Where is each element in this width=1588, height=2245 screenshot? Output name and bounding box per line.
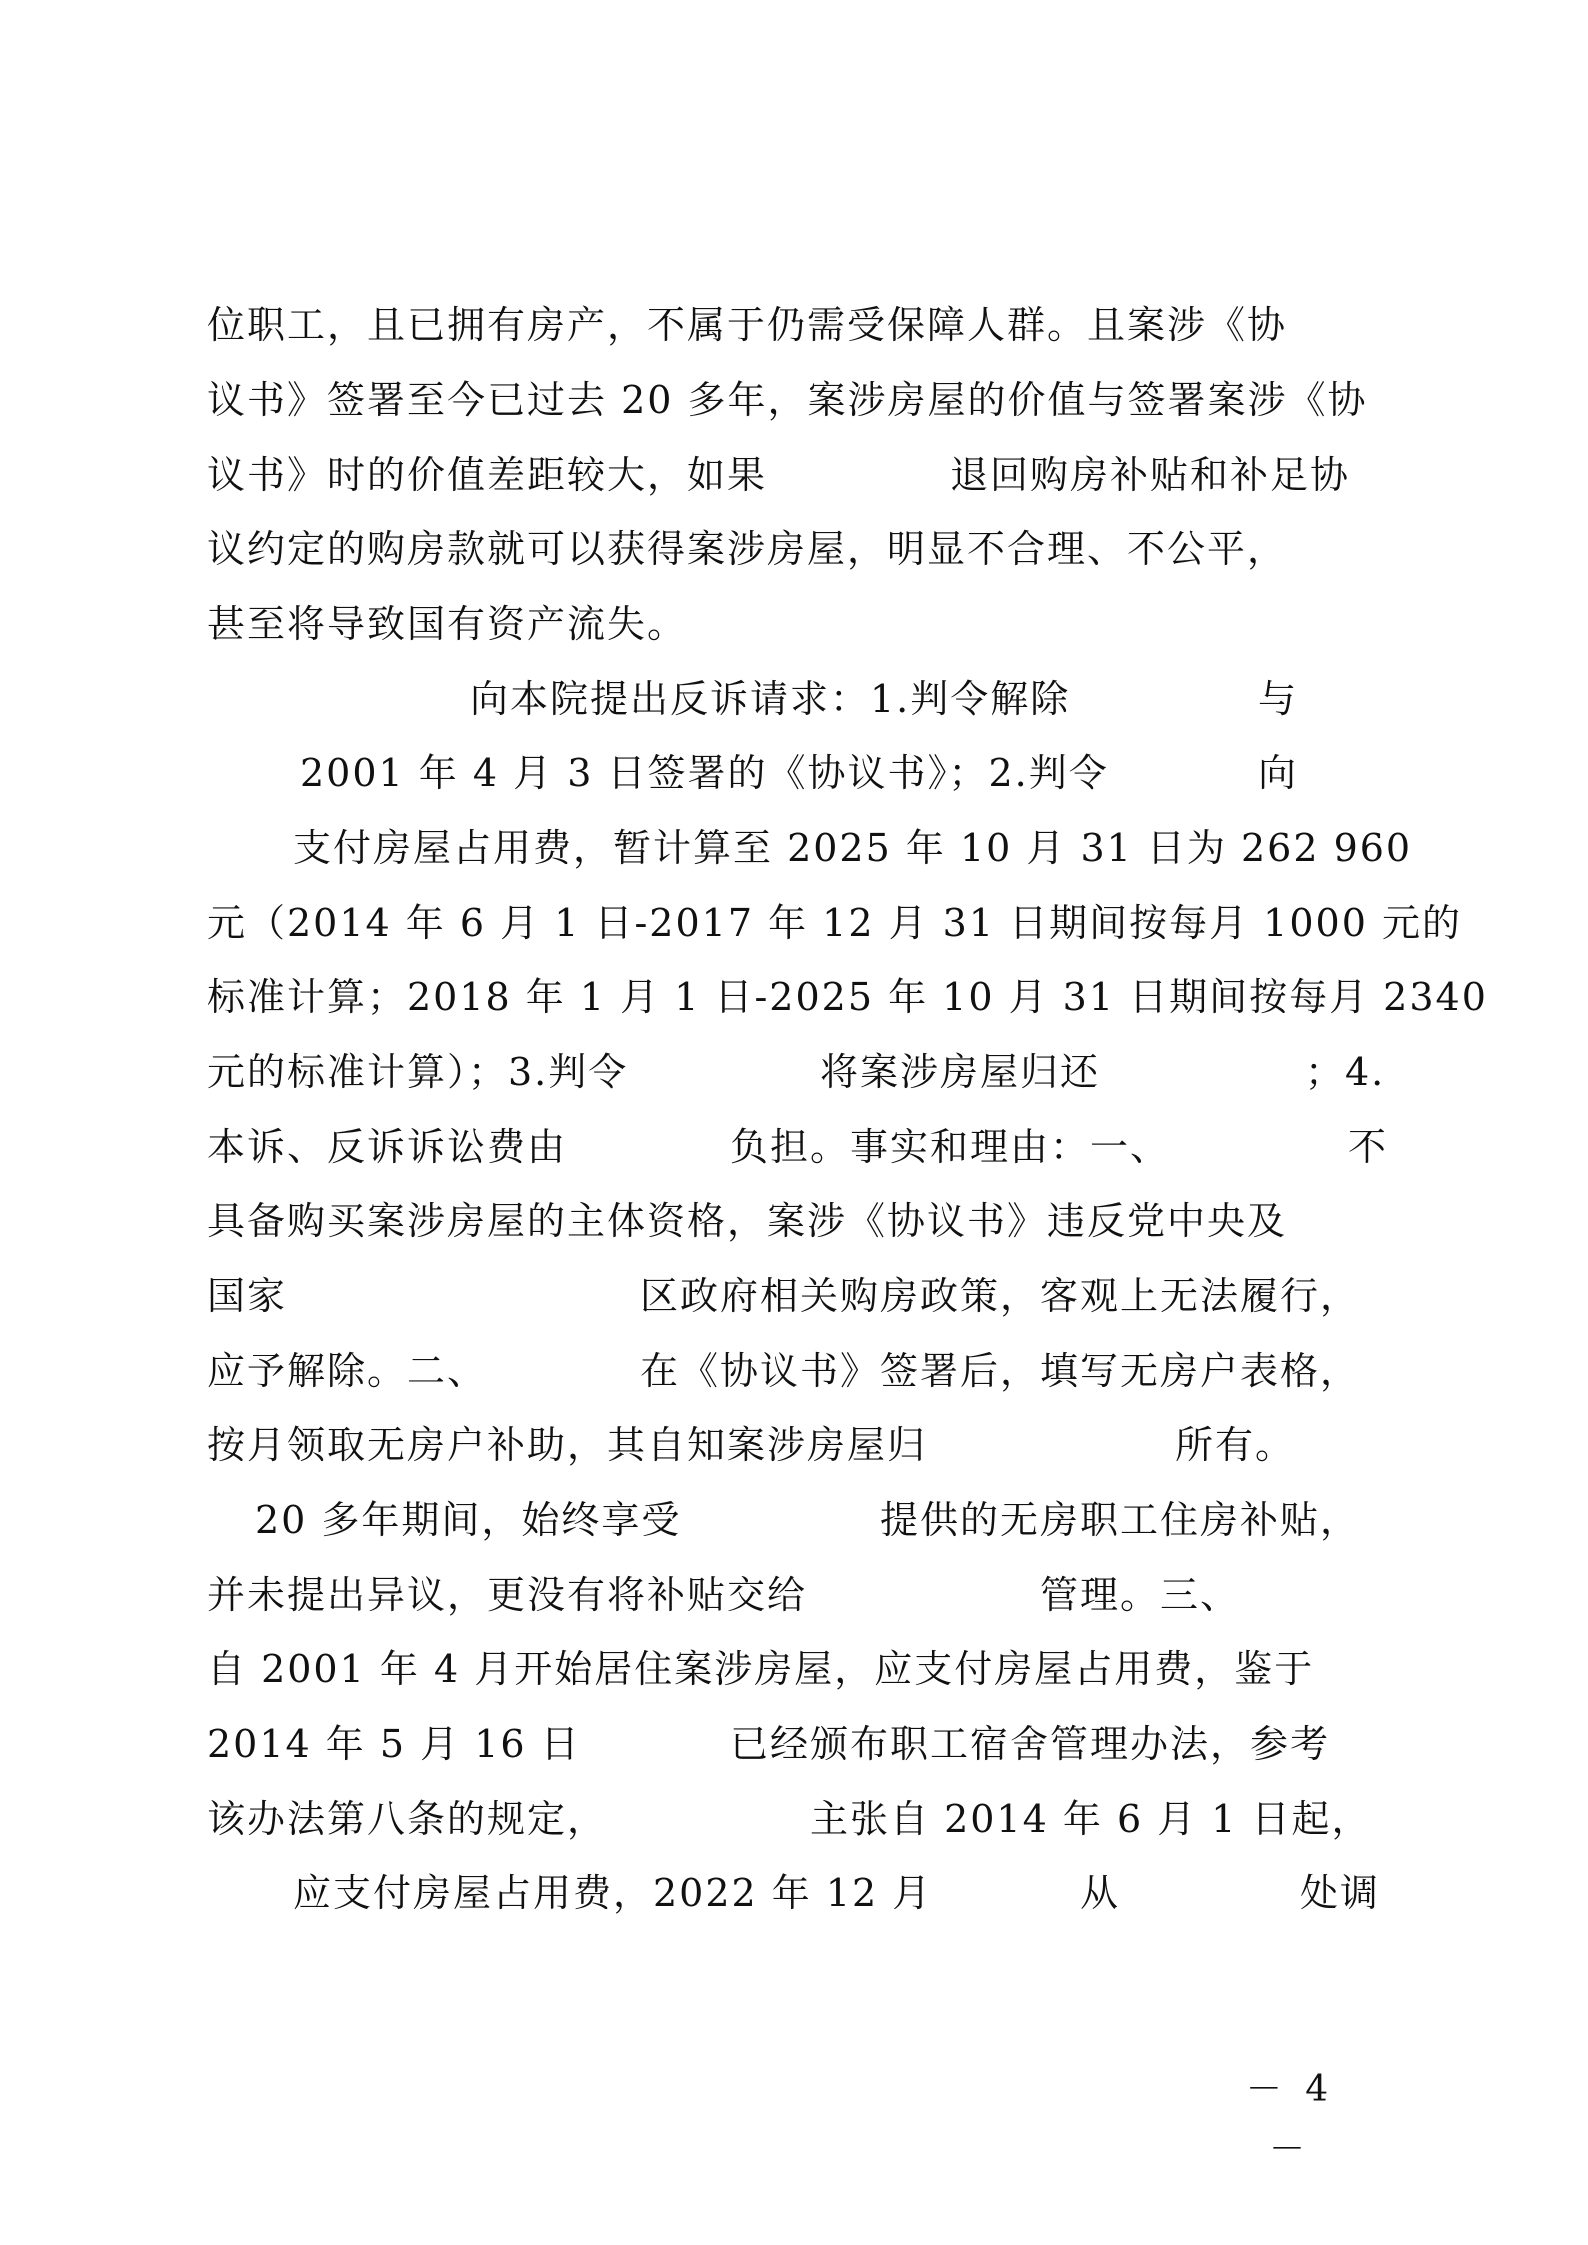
text-segment: ；4.	[1305, 1050, 1386, 1094]
text-line	[0, 967, 1588, 1027]
text-segment: 向	[1258, 751, 1299, 795]
text-segment: 自 2001 年 4 月开始居住案涉房屋，应支付房屋占用费，鉴于	[207, 1647, 1315, 1691]
text-segment: 甚至将导致国有资产流失。	[207, 602, 688, 646]
page-number: － 4 －	[1245, 2069, 1335, 2170]
text-segment: 在《协议书》签署后，填写无房户表格，	[640, 1349, 1361, 1393]
text-segment: 应予解除。二、	[207, 1349, 488, 1393]
text-line	[0, 1490, 1588, 1550]
text-segment: 2014 年 5 月 16 日	[207, 1722, 581, 1766]
text-segment: 2001 年 4 月 3 日签署的《协议书》；2.判令	[300, 751, 1109, 795]
text-segment: 不	[1348, 1125, 1389, 1169]
text-segment: 向本院提出反诉请求：1.判令解除	[470, 677, 1071, 721]
text-segment: 议书》时的价值差距较大，如果	[207, 453, 768, 497]
text-segment: 管理。三、	[1040, 1573, 1241, 1617]
text-segment: 与	[1258, 677, 1299, 721]
text-segment: 具备购买案涉房屋的主体资格，案涉《协议书》违反党中央及	[207, 1199, 1288, 1243]
text-segment: 20 多年期间，始终享受	[255, 1498, 682, 1542]
text-line	[0, 445, 1588, 505]
text-segment: 处调	[1300, 1871, 1381, 1915]
text-segment: 位职工，且已拥有房产，不属于仍需受保障人群。且案涉《协	[207, 303, 1288, 347]
text-segment: 元的标准计算）；3.判令	[207, 1050, 629, 1094]
text-segment: 区政府相关购房政策，客观上无法履行，	[640, 1274, 1361, 1318]
text-segment: 所有。	[1175, 1423, 1296, 1467]
text-line	[0, 818, 1588, 878]
text-segment: 标准计算；2018 年 1 月 1 日-2025 年 10 月 31 日期间按每月 2340	[207, 975, 1488, 1019]
text-segment: 负担。事实和理由：一、	[730, 1125, 1171, 1169]
text-segment: 将案涉房屋归还	[820, 1050, 1101, 1094]
text-segment: 主张自 2014 年 6 月 1 日起，	[810, 1797, 1372, 1841]
text-line	[0, 594, 1588, 654]
text-segment: 本诉、反诉诉讼费由	[207, 1125, 568, 1169]
text-line	[0, 1789, 1588, 1849]
text-segment: 该办法第八条的规定，	[207, 1797, 608, 1841]
text-line	[0, 1341, 1588, 1401]
text-line	[0, 1042, 1588, 1102]
text-line	[0, 743, 1588, 803]
text-segment: 从	[1080, 1871, 1121, 1915]
text-line	[0, 295, 1588, 355]
text-segment: 退回购房补贴和补足协	[950, 453, 1351, 497]
text-line	[0, 1639, 1588, 1699]
text-segment: 元（2014 年 6 月 1 日-2017 年 12 月 31 日期间按每月 1000 元的	[207, 901, 1462, 945]
text-line	[0, 370, 1588, 430]
text-line	[0, 1415, 1588, 1475]
text-segment: 支付房屋占用费，暂计算至 2025 年 10 月 31 日为 262 960	[293, 826, 1413, 870]
text-line	[0, 1266, 1588, 1326]
text-segment: 国家	[207, 1274, 288, 1318]
text-segment: 按月领取无房户补助，其自知案涉房屋归	[207, 1423, 928, 1467]
text-segment: 已经颁布职工宿舍管理办法，参考	[730, 1722, 1331, 1766]
text-segment: 并未提出异议，更没有将补贴交给	[207, 1573, 808, 1617]
text-segment: 议书》签署至今已过去 20 多年，案涉房屋的价值与签署案涉《协	[207, 378, 1368, 422]
text-line	[0, 1863, 1588, 1923]
text-line	[0, 519, 1588, 579]
text-line	[0, 669, 1588, 729]
text-segment: 提供的无房职工住房补贴，	[880, 1498, 1361, 1542]
text-segment: 应支付房屋占用费，2022 年 12 月	[293, 1871, 933, 1915]
text-line	[0, 1714, 1588, 1774]
text-line	[0, 1117, 1588, 1177]
text-line	[0, 1191, 1588, 1251]
text-segment: 议约定的购房款就可以获得案涉房屋，明显不合理、不公平，	[207, 527, 1288, 571]
text-line	[0, 893, 1588, 953]
text-line	[0, 1565, 1588, 1625]
